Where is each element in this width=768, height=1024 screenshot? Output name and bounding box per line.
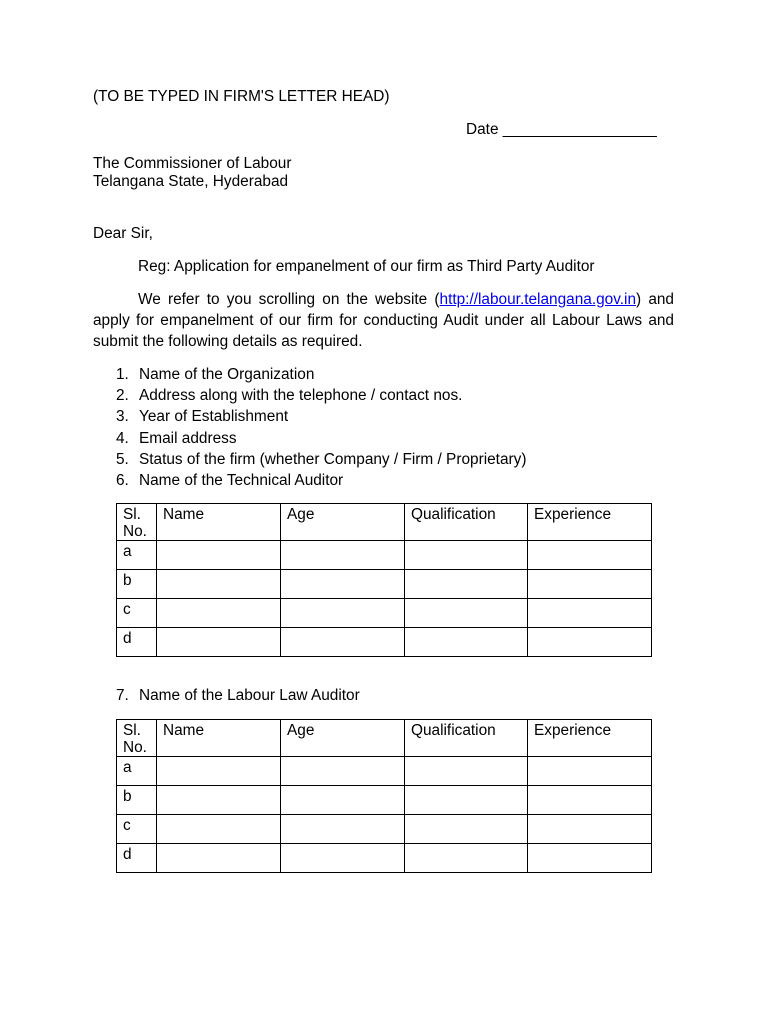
cell-name[interactable]: [157, 541, 281, 570]
technical-auditor-table: [116, 503, 652, 657]
header-name: Name: [157, 720, 281, 757]
cell-name[interactable]: [157, 815, 281, 844]
list-number: 4.: [116, 429, 129, 447]
header-experience: Experience: [528, 720, 652, 757]
header-qualification: Qualification: [405, 720, 528, 757]
header-experience: Experience: [528, 504, 652, 541]
cell-qualification[interactable]: [405, 570, 528, 599]
list-text: Name of the Labour Law Auditor: [139, 687, 360, 704]
list-text: Address along with the telephone / contact nos.: [139, 387, 463, 405]
list-item: [116, 428, 526, 449]
list-item: [116, 470, 526, 491]
table-row: [117, 815, 652, 844]
cell-age[interactable]: [281, 628, 405, 657]
cell-qualification[interactable]: [405, 628, 528, 657]
header-age: Age: [281, 504, 405, 541]
header-name: Name: [157, 504, 281, 541]
cell-experience[interactable]: [528, 570, 652, 599]
table-row: [117, 628, 652, 657]
cell-experience[interactable]: [528, 815, 652, 844]
body-text-after: ) and apply for empanelment of our firm for conducting Audit under all Labour Laws and submit the following details as required.: [93, 291, 674, 350]
header-slno: Sl. No.: [117, 720, 157, 757]
subject-line: Reg: Application for empanelment of our firm as Third Party Auditor: [138, 258, 595, 275]
list-text: Year of Establishment: [139, 408, 289, 426]
cell-age[interactable]: [281, 815, 405, 844]
list-text: Email address: [139, 429, 237, 447]
body-text-before: We refer to you scrolling on the website (: [138, 291, 440, 308]
cell-experience[interactable]: [528, 844, 652, 873]
cell-experience[interactable]: [528, 628, 652, 657]
salutation: Dear Sir,: [93, 225, 153, 242]
cell-experience[interactable]: [528, 541, 652, 570]
cell-name[interactable]: [157, 599, 281, 628]
list-item: [116, 364, 526, 385]
row-label: b: [117, 786, 157, 815]
cell-name[interactable]: [157, 786, 281, 815]
cell-qualification[interactable]: [405, 844, 528, 873]
header-qualification: Qualification: [405, 504, 528, 541]
table-row: [117, 786, 652, 815]
list-item: [116, 685, 360, 706]
details-list: [116, 364, 526, 491]
cell-age[interactable]: [281, 757, 405, 786]
cell-age[interactable]: [281, 541, 405, 570]
table-row: [117, 570, 652, 599]
details-list-continued: [116, 685, 360, 706]
row-label: d: [117, 628, 157, 657]
cell-name[interactable]: [157, 628, 281, 657]
list-item: [116, 449, 526, 470]
list-item: [116, 406, 526, 427]
table-row: [117, 844, 652, 873]
cell-name[interactable]: [157, 844, 281, 873]
table-header-row: [117, 720, 652, 757]
list-text: Status of the firm (whether Company / Firm / Proprietary): [139, 450, 527, 468]
cell-age[interactable]: [281, 599, 405, 628]
header-slno: Sl. No.: [117, 504, 157, 541]
cell-qualification[interactable]: [405, 541, 528, 570]
row-label: c: [117, 599, 157, 628]
table-row: [117, 541, 652, 570]
list-item: [116, 385, 526, 406]
list-number: 1.: [116, 366, 129, 383]
cell-qualification[interactable]: [405, 599, 528, 628]
cell-experience[interactable]: [528, 786, 652, 815]
cell-age[interactable]: [281, 570, 405, 599]
row-label: a: [117, 541, 157, 570]
table-row: [117, 599, 652, 628]
list-number: 7.: [116, 687, 129, 704]
table-header-row: [117, 504, 652, 541]
cell-experience[interactable]: [528, 757, 652, 786]
list-number: 5.: [116, 450, 129, 468]
list-text: Name of the Organization: [139, 366, 315, 383]
row-label: a: [117, 757, 157, 786]
cell-name[interactable]: [157, 757, 281, 786]
row-label: d: [117, 844, 157, 873]
list-number: 6.: [116, 471, 129, 489]
list-text: Name of the Technical Auditor: [139, 471, 344, 489]
body-paragraph: [93, 289, 674, 352]
row-label: b: [117, 570, 157, 599]
letterhead-note: (TO BE TYPED IN FIRM'S LETTER HEAD): [93, 88, 390, 105]
row-label: c: [117, 815, 157, 844]
addressee-line-1: The Commissioner of Labour: [93, 155, 292, 172]
cell-qualification[interactable]: [405, 815, 528, 844]
cell-qualification[interactable]: [405, 757, 528, 786]
cell-age[interactable]: [281, 786, 405, 815]
website-link[interactable]: http://labour.telangana.gov.in: [439, 291, 637, 308]
addressee-line-2: Telangana State, Hyderabad: [93, 173, 289, 190]
list-number: 2.: [116, 387, 129, 405]
cell-name[interactable]: [157, 570, 281, 599]
date-line: Date __________________: [466, 121, 657, 138]
header-age: Age: [281, 720, 405, 757]
cell-age[interactable]: [281, 844, 405, 873]
cell-qualification[interactable]: [405, 786, 528, 815]
table-row: [117, 757, 652, 786]
list-number: 3.: [116, 408, 129, 426]
cell-experience[interactable]: [528, 599, 652, 628]
labour-law-auditor-table: [116, 719, 652, 873]
